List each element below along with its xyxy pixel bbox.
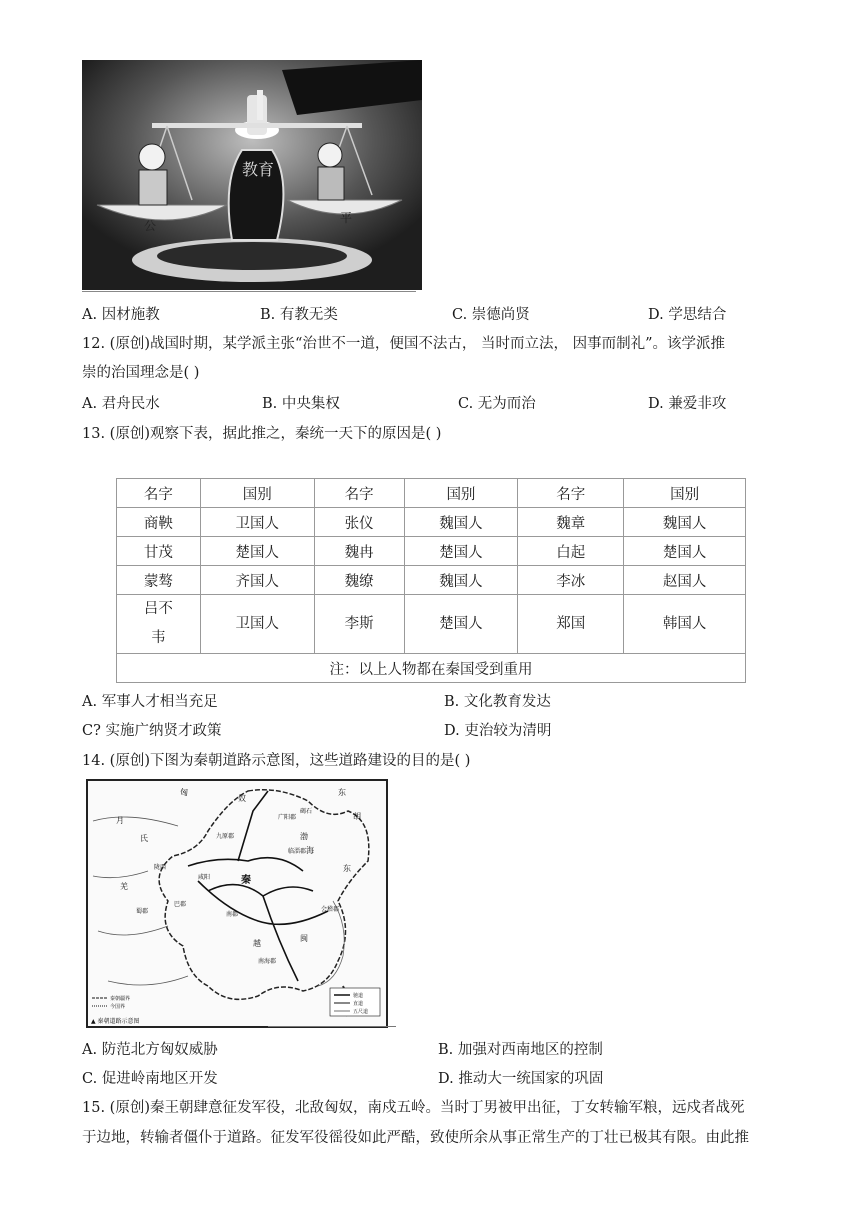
table-cell: 魏国人 [404,508,518,537]
map-label: 东 [343,864,351,873]
table-cell: 魏缭 [314,566,404,595]
q12-option-d[interactable]: D. 兼爱非攻 [648,396,727,412]
table-cell: 魏国人 [624,508,746,537]
table-cell: 郑国 [518,595,624,654]
table-cell-line1: 吕不 [143,601,173,617]
table-cell: 楚国人 [404,537,518,566]
table-cell: 李冰 [518,566,624,595]
map-label: 蜀郡 [136,908,149,915]
q12-option-c[interactable]: C. 无为而治 [458,396,536,412]
table-cell: 张仪 [314,508,404,537]
map-label: 月 [116,816,124,825]
map-label: 渤 [300,832,308,841]
table-cell: 李斯 [314,595,404,654]
legend-item: 直道 [353,1001,364,1007]
q11-option-c[interactable]: C. 崇德尚贤 [452,307,530,323]
map-svg [88,781,386,1026]
map-label: 临淄郡 [288,848,307,855]
table-cell: 蒙骜 [117,566,201,595]
table-header: 名字 [117,479,201,508]
table-row [117,595,746,654]
q14-option-b[interactable]: B. 加强对西南地区的控制 [438,1042,603,1058]
table-cell-line2: 韦 [151,630,166,646]
q13-stem: 13. (原创)观察下表，据此推之，秦统一天下的原因是( ) [82,426,442,442]
map-label: 咸阳 [198,874,211,881]
table-header-row [117,479,746,508]
table-cell: 楚国人 [200,537,314,566]
scale-cartoon-svg [82,60,422,290]
q13-option-b[interactable]: B. 文化教育发达 [444,694,551,710]
table-header: 国别 [200,479,314,508]
map-label: 南海郡 [258,958,277,965]
q14-option-c[interactable]: C. 促进岭南地区开发 [82,1071,218,1087]
map-label: 秦 [241,875,251,886]
q14-option-d[interactable]: D. 推动大一统国家的巩固 [438,1071,604,1087]
map-underline [268,1026,396,1027]
q13-table [116,478,746,683]
legend-item: 五尺道 [353,1009,369,1015]
table-cell: 卫国人 [200,508,314,537]
map-label: 巴郡 [174,901,187,908]
map-label: 南郡 [226,911,239,918]
map-caption: ▲ 秦朝道路示意图 [91,1018,140,1025]
q11-option-b[interactable]: B. 有教无类 [260,307,338,323]
table-row [117,508,746,537]
table-cell: 甘茂 [117,537,201,566]
table-header: 名字 [518,479,624,508]
map-label: 氏 [140,834,148,843]
map-label: 东 [338,788,346,797]
q11-option-a[interactable]: A. 因材施教 [82,307,160,323]
legend-item: 秦朝疆界 [110,996,131,1002]
table-cell: 卫国人 [200,595,314,654]
table-note-row [117,654,746,683]
q14-option-a[interactable]: A. 防范北方匈奴威胁 [82,1042,218,1058]
right-pan-label: 平 [340,211,353,225]
map-label: 匈 [180,788,188,797]
figure-underline [82,291,416,292]
table-cell: 白起 [518,537,624,566]
table-cell-two-line [117,595,201,654]
map-label: 闽 [300,934,308,943]
map-label: 胡 [353,812,361,821]
q12-stem-line1: 12. (原创)战国时期，某学派主张“治世不一道，便国不法古， 当时而立法， 因事而制礼”。该学派推 [82,336,726,352]
table-header: 国别 [624,479,746,508]
table-cell: 魏冉 [314,537,404,566]
table-header: 名字 [314,479,404,508]
map-label: 陇西 [154,864,167,871]
q15-stem-line2: 于边地，转输者僵仆于道路。征发军役徭役如此严酷，致使所余从事正常生产的丁壮已极其有限。由此推 [82,1130,749,1146]
map-label: 碣石 [300,808,313,815]
map-label: 九原郡 [216,833,235,840]
table-cell: 韩国人 [624,595,746,654]
map-label: 会稽郡 [321,906,340,913]
pillar-label: 教育 [242,160,275,179]
q13-option-a[interactable]: A. 军事人才相当充足 [82,694,218,710]
legend-item: 今国界 [110,1004,126,1010]
map-legend [92,988,380,1016]
map-label: 奴 [238,794,246,803]
q14-stem: 14. (原创)下图为秦朝道路示意图，这些道路建设的目的是( ) [82,753,471,769]
left-pan-label: 公 [144,219,157,233]
q12-option-a[interactable]: A. 君舟民水 [82,396,160,412]
q11-option-d[interactable]: D. 学思结合 [648,307,727,323]
table-cell: 商鞅 [117,508,201,537]
q15-stem-line1: 15. (原创)秦王朝肆意征发军役，北敌匈奴，南戍五岭。当时丁男被甲出征，丁女转输军粮，远戍者战死 [82,1100,745,1116]
qin-road-map [86,779,388,1028]
legend-item: 驰道 [353,993,364,999]
q13-option-d[interactable]: D. 吏治较为清明 [444,723,552,739]
map-label: 羌 [120,882,128,891]
table-cell: 齐国人 [200,566,314,595]
table-cell: 魏章 [518,508,624,537]
table-note: 注：以上人物都在秦国受到重用 [117,654,746,683]
table-cell: 楚国人 [404,595,518,654]
q12-stem-line2: 崇的治国理念是( ) [82,365,200,381]
table-row [117,566,746,595]
map-label: 越 [253,939,261,948]
scale-cartoon-image [82,60,422,290]
table-cell: 赵国人 [624,566,746,595]
table-header: 国别 [404,479,518,508]
map-label: 广阳郡 [278,814,297,821]
table-cell: 楚国人 [624,537,746,566]
q13-option-c[interactable]: C? 实施广纳贤才政策 [82,723,222,739]
q12-option-b[interactable]: B. 中央集权 [262,396,340,412]
table-cell: 魏国人 [404,566,518,595]
map-label: 海 [306,846,314,855]
table-row [117,537,746,566]
